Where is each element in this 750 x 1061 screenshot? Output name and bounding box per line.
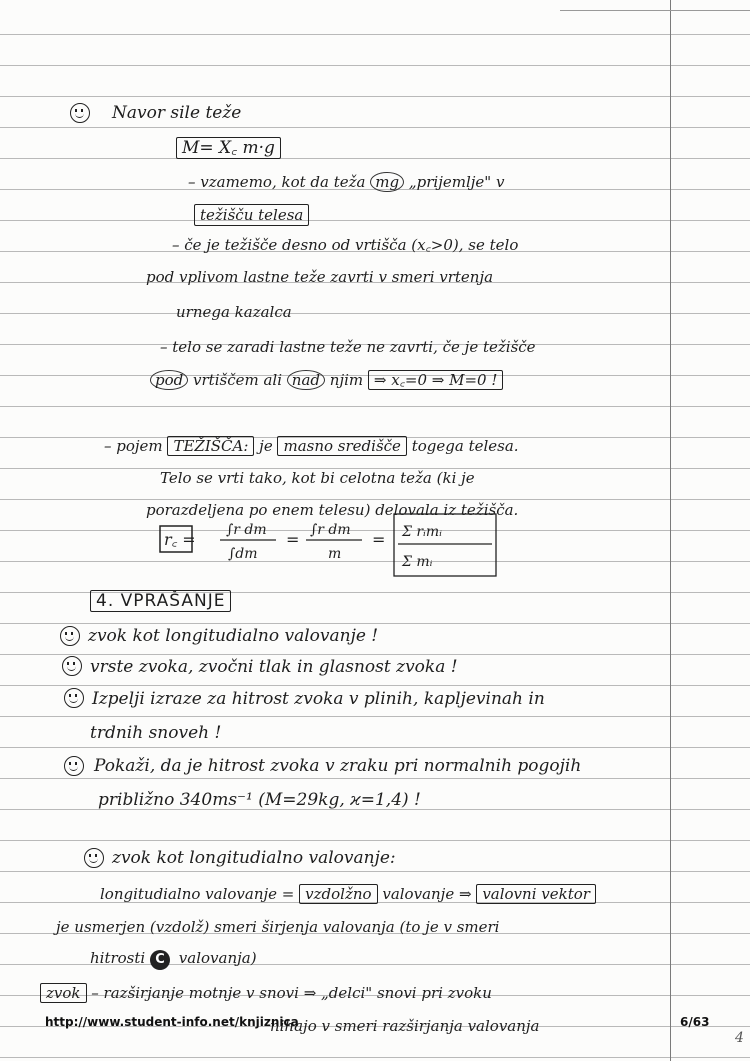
formula-eq3: = [372,530,386,549]
smiley-bullet-icon [84,848,104,868]
question-4: Pokaži, da je hitrost zvoka v zraku pri normalnih pogojih [94,756,582,776]
answer-line1-a: longitudialno valovanje = [100,885,295,903]
torque-line7-d: njim [329,371,364,389]
answer-line-1 [100,884,596,904]
smiley-bullet-icon [60,626,80,646]
torque-line2-boxed: težišču telesa [194,204,309,226]
page-number: 6/63 [680,1015,710,1029]
answer-line1-boxed2: valovni vektor [476,884,596,904]
torque-line7-c: nad [287,370,325,390]
torque-line1-circled: mg [370,172,404,192]
formula-frac1-num: ∫r dm [226,522,267,538]
smiley-bullet-icon [62,656,82,676]
answer-line4-boxed: zvok [40,983,87,1003]
formula-frac3-num: Σ rᵢmᵢ [402,524,442,540]
formula-lhs: r꜀ = [164,530,196,549]
centroid-line-2: Telo se vrti tako, kot bi celotna teža (ki je [160,469,475,487]
formula-frac3-den: Σ mᵢ [402,554,433,570]
answer-title: zvok kot longitudialno valovanje: [112,848,396,868]
question-3: Izpelji izraze za hitrost zvoka v plinih, kapljevinah in [92,689,545,709]
corner-mark: 4 [735,1030,744,1046]
torque-line-3: – če je težišče desno od vrtišča (x꜀>0), se telo [172,236,519,254]
centroid-line1-boxed: masno središče [277,436,406,456]
answer-line3-b: valovanja) [178,949,257,967]
footer-url[interactable]: http://www.student-info.net/knjiznica [45,1015,299,1029]
centroid-line1-c: togega telesa. [411,437,519,455]
formula-eq2: = [286,530,300,549]
question-3-cont: trdnih snoveh ! [90,723,222,743]
torque-line1-b: „prijemlje" v [408,173,505,191]
question-1: zvok kot longitudialno valovanje ! [88,626,379,646]
formula-frac2-den: m [328,546,342,562]
torque-line7-boxed: ⇒ x꜀=0 ⇒ M=0 ! [368,370,503,390]
smiley-bullet-icon [64,688,84,708]
centroid-line1-b: je [259,437,273,455]
torque-line-6: – telo se zaradi lastne teže ne zavrti, če je težišče [160,338,536,356]
torque-line1-a: – vzamemo, kot da teža [188,173,366,191]
centroid-line-1 [104,436,519,456]
torque-line-5: urnega kazalca [176,303,292,321]
c-symbol-icon: C [150,950,170,970]
answer-line3-a: hitrosti [90,949,146,967]
answer-line1-b: valovanje ⇒ [382,885,472,903]
question-2: vrste zvoka, zvočni tlak in glasnost zvoka ! [90,657,458,677]
torque-line7-b: vrtiščem ali [193,371,283,389]
torque-line-7 [150,370,503,390]
centroid-term: TEŽIŠČA: [167,436,254,456]
margin-line [670,0,671,1061]
answer-line1-boxed: vzdolžno [299,884,377,904]
section-heading: 4. VPRAŠANJE [90,590,231,612]
moment-formula: M= X꜀ m·g [176,137,281,159]
answer-line4-text: – razširjanje motnje v snovi ⇒ „delci" snovi pri zvoku [91,984,492,1002]
torque-line7-a: pod [150,370,188,390]
torque-line-1 [188,172,504,192]
centroid-line-3: porazdeljena po enem telesu) delovala iz težišča. [146,501,519,519]
centroid-formula [158,512,498,578]
top-rule [560,10,750,11]
answer-line-4 [40,983,492,1003]
formula-frac2-num: ∫r dm [310,522,351,538]
formula-frac1-den: ∫dm [228,546,258,562]
smiley-bullet-icon [64,756,84,776]
torque-line-4: pod vplivom lastne teže zavrti v smeri vrtenja [146,268,494,286]
topic-heading: Navor sile teže [112,103,242,123]
answer-line-3 [90,948,257,970]
centroid-line1-a: – pojem [104,437,163,455]
answer-line-5: nihajo v smeri razširjanja valovanja [270,1017,540,1035]
question-4-cont: približno 340ms⁻¹ (M=29kg, ϰ=1,4) ! [98,790,421,810]
smiley-bullet-icon [70,103,90,123]
answer-line-2: je usmerjen (vzdolž) smeri širjenja valovanja (to je v smeri [56,918,500,936]
